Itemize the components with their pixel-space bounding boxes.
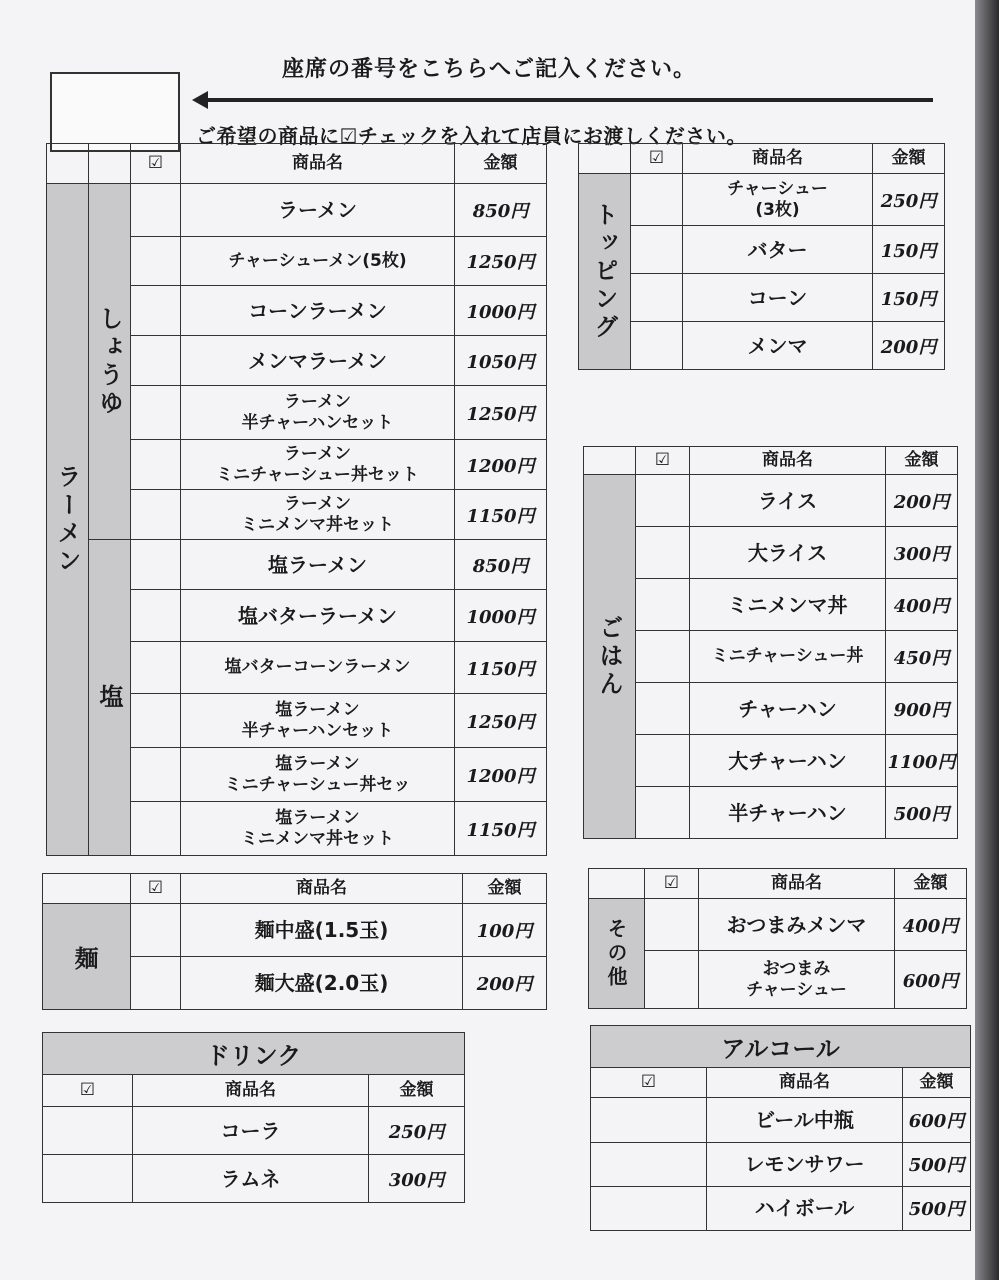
- checkbox[interactable]: [131, 590, 181, 642]
- noodle-category-cell: 麺: [43, 904, 131, 1010]
- menu-row: [591, 1098, 971, 1142]
- checkbox[interactable]: [591, 1098, 707, 1142]
- alcohol-table: [590, 1025, 971, 1231]
- item-name: 半チャーハン: [690, 787, 886, 839]
- header-row: [43, 1075, 465, 1107]
- item-price: 150円: [873, 226, 945, 274]
- rice-table: [583, 446, 958, 839]
- header-price: 金額: [873, 144, 945, 174]
- checkbox[interactable]: [131, 286, 181, 336]
- item-price: 100円: [463, 904, 547, 957]
- rice-label: ごはん: [595, 614, 623, 699]
- menu-row: [584, 683, 958, 735]
- menu-row: [584, 527, 958, 579]
- check-icon: ☑: [645, 869, 699, 899]
- item-name-line1: 塩ラーメン: [275, 700, 360, 721]
- checkbox[interactable]: [131, 540, 181, 590]
- checkbox[interactable]: [131, 957, 181, 1010]
- checkbox[interactable]: [131, 642, 181, 694]
- menu-row: [47, 540, 547, 590]
- shio-label: 塩: [95, 683, 123, 712]
- item-price: 500円: [903, 1142, 971, 1186]
- item-price: 1250円: [455, 386, 547, 440]
- checkbox[interactable]: [131, 440, 181, 490]
- item-name: レモンサワー: [707, 1142, 903, 1186]
- item-name: ハイボール: [707, 1186, 903, 1230]
- check-icon: ☑: [631, 144, 683, 174]
- item-name: 塩バターコーンラーメン: [181, 642, 455, 694]
- item-price: 1200円: [455, 440, 547, 490]
- header-row: [591, 1068, 971, 1098]
- other-category-cell: [589, 899, 645, 1009]
- item-price: 850円: [455, 540, 547, 590]
- header-row: [589, 869, 967, 899]
- item-name: おつまみメンマ: [699, 899, 895, 951]
- paper-edge-shadow: [975, 0, 999, 1280]
- checkbox[interactable]: [131, 184, 181, 237]
- title-row: [43, 1033, 465, 1075]
- header-name: 商品名: [699, 869, 895, 899]
- header-name: 商品名: [690, 447, 886, 475]
- item-name: ミニメンマ丼: [690, 579, 886, 631]
- item-name: [181, 802, 455, 856]
- drink-title: ドリンク: [43, 1033, 465, 1075]
- header-blank: [589, 869, 645, 899]
- item-name-line2: 半チャーハンセット: [241, 720, 394, 741]
- item-name: 大チャーハン: [690, 735, 886, 787]
- menu-row: [591, 1142, 971, 1186]
- checkbox[interactable]: [131, 490, 181, 540]
- item-name: コーンラーメン: [181, 286, 455, 336]
- ramen-category-label: ラーメン: [53, 463, 81, 576]
- item-price: 900円: [886, 683, 958, 735]
- shoyu-subcategory-cell: [89, 184, 131, 540]
- checkbox[interactable]: [636, 631, 690, 683]
- menu-row: [43, 904, 547, 957]
- ramen-category-cell: [47, 184, 89, 856]
- item-name-line1: ラーメン: [283, 494, 352, 515]
- checkbox[interactable]: [131, 237, 181, 286]
- checkbox[interactable]: [631, 322, 683, 370]
- other-label: その他: [604, 917, 628, 990]
- menu-row: [579, 226, 945, 274]
- menu-row: [584, 735, 958, 787]
- item-price: 200円: [463, 957, 547, 1010]
- menu-row: [589, 899, 967, 951]
- title-row: [591, 1026, 971, 1068]
- seat-instruction: 座席の番号をこちらへご記入ください。: [282, 57, 697, 82]
- item-name: コーラ: [133, 1107, 369, 1155]
- item-price: 200円: [873, 322, 945, 370]
- item-name: ライス: [690, 475, 886, 527]
- item-name: [683, 174, 873, 226]
- item-price: 1000円: [455, 286, 547, 336]
- checkbox[interactable]: [636, 787, 690, 839]
- header-name: 商品名: [133, 1075, 369, 1107]
- header-name: 商品名: [181, 874, 463, 904]
- menu-row: [591, 1186, 971, 1230]
- item-name: バター: [683, 226, 873, 274]
- item-name: メンマ: [683, 322, 873, 370]
- item-price: 1050円: [455, 336, 547, 386]
- checkbox[interactable]: [43, 1155, 133, 1203]
- header-blank: [89, 144, 131, 184]
- checkbox[interactable]: [636, 527, 690, 579]
- item-name: [181, 386, 455, 440]
- header-row: [584, 447, 958, 475]
- menu-row: [47, 184, 547, 237]
- other-table: [588, 868, 967, 1009]
- item-price: 1250円: [455, 694, 547, 748]
- checkbox[interactable]: [131, 802, 181, 856]
- item-name: チャーシューメン(5枚): [181, 237, 455, 286]
- check-icon: ☑: [43, 1075, 133, 1107]
- menu-row: [579, 322, 945, 370]
- item-name: 麺中盛(1.5玉): [181, 904, 463, 957]
- item-name-line2: チャーシュー: [746, 979, 847, 1000]
- checkbox[interactable]: [43, 1107, 133, 1155]
- checkbox[interactable]: [636, 735, 690, 787]
- item-name: ミニチャーシュー丼: [690, 631, 886, 683]
- item-name-line2: 半チャーハンセット: [241, 412, 394, 433]
- item-price: 400円: [886, 579, 958, 631]
- item-name: [181, 440, 455, 490]
- item-name: [699, 951, 895, 1009]
- noodle-table: [42, 873, 547, 1010]
- item-name: 塩バターラーメン: [181, 590, 455, 642]
- checkbox[interactable]: [636, 475, 690, 527]
- shio-subcategory-cell: [89, 540, 131, 856]
- item-price: 850円: [455, 184, 547, 237]
- item-name-line2: ミニチャーシュー丼セット: [216, 464, 419, 485]
- header-price: 金額: [369, 1075, 465, 1107]
- item-name: [181, 490, 455, 540]
- check-icon: ☑: [636, 447, 690, 475]
- check-icon: ☑: [131, 144, 181, 184]
- checkbox[interactable]: [591, 1186, 707, 1230]
- menu-row: [43, 1155, 465, 1203]
- shoyu-label: しょうゆ: [95, 305, 123, 418]
- item-price: 1100円: [886, 735, 958, 787]
- header-row: [43, 874, 547, 904]
- checkbox[interactable]: [631, 274, 683, 322]
- item-name-line2: ミニメンマ丼セット: [241, 828, 394, 849]
- item-name: 麺大盛(2.0玉): [181, 957, 463, 1010]
- item-name-line1: ラーメン: [283, 392, 352, 413]
- rice-category-cell: [584, 475, 636, 839]
- item-name: ラーメン: [181, 184, 455, 237]
- item-price: 200円: [886, 475, 958, 527]
- item-price: 1200円: [455, 748, 547, 802]
- checkbox[interactable]: [131, 386, 181, 440]
- checkbox[interactable]: [645, 899, 699, 951]
- item-price: 500円: [903, 1186, 971, 1230]
- header-blank: [43, 874, 131, 904]
- header-price: 金額: [903, 1068, 971, 1098]
- header-blank: [584, 447, 636, 475]
- menu-row: [579, 274, 945, 322]
- menu-row: [584, 475, 958, 527]
- checkbox[interactable]: [131, 904, 181, 957]
- item-name: ラムネ: [133, 1155, 369, 1203]
- item-price: 250円: [873, 174, 945, 226]
- checkbox[interactable]: [645, 951, 699, 1009]
- menu-row: [584, 787, 958, 839]
- header-price: 金額: [463, 874, 547, 904]
- header-name: 商品名: [181, 144, 455, 184]
- item-name: ビール中瓶: [707, 1098, 903, 1142]
- item-price: 300円: [886, 527, 958, 579]
- menu-row: [579, 174, 945, 226]
- item-name: コーン: [683, 274, 873, 322]
- item-price: 300円: [369, 1155, 465, 1203]
- order-instruction: ご希望の商品に☑チェックを入れて店員にお渡しください。: [196, 124, 747, 148]
- item-price: 150円: [873, 274, 945, 322]
- item-name-line1: おつまみ: [762, 959, 831, 980]
- topping-label: トッピング: [590, 201, 618, 342]
- menu-row: [584, 579, 958, 631]
- item-price: 400円: [895, 899, 967, 951]
- checkbox[interactable]: [631, 226, 683, 274]
- header-row: [47, 144, 547, 184]
- item-name: 大ライス: [690, 527, 886, 579]
- header-name: 商品名: [707, 1068, 903, 1098]
- header-blank: [579, 144, 631, 174]
- alcohol-title: アルコール: [591, 1026, 971, 1068]
- topping-category-cell: [579, 174, 631, 370]
- item-price: 1250円: [455, 237, 547, 286]
- item-name: 塩ラーメン: [181, 540, 455, 590]
- item-name: [181, 748, 455, 802]
- item-price: 1150円: [455, 490, 547, 540]
- item-name: [181, 694, 455, 748]
- seat-number-box[interactable]: [50, 72, 180, 152]
- item-price: 500円: [886, 787, 958, 839]
- header-price: 金額: [895, 869, 967, 899]
- header-name: 商品名: [683, 144, 873, 174]
- item-price: 1150円: [455, 642, 547, 694]
- item-price: 600円: [895, 951, 967, 1009]
- item-name: チャーハン: [690, 683, 886, 735]
- checkbox[interactable]: [591, 1142, 707, 1186]
- item-name-line2: ミニメンマ丼セット: [241, 514, 394, 535]
- item-price: 1000円: [455, 590, 547, 642]
- item-name: メンマラーメン: [181, 336, 455, 386]
- checkbox[interactable]: [131, 336, 181, 386]
- arrow-line: [205, 98, 933, 102]
- item-price: 450円: [886, 631, 958, 683]
- menu-row: [43, 1107, 465, 1155]
- header-row: [579, 144, 945, 174]
- header-blank: [47, 144, 89, 184]
- item-name-line2: (3枚): [755, 199, 800, 220]
- menu-row: [584, 631, 958, 683]
- check-icon: ☑: [591, 1068, 707, 1098]
- item-name-line1: チャーシュー: [727, 179, 828, 200]
- item-name-line1: ラーメン: [283, 444, 352, 465]
- header-price: 金額: [886, 447, 958, 475]
- checkbox[interactable]: [131, 748, 181, 802]
- item-name-line2: ミニチャーシュー丼セッ: [224, 774, 411, 795]
- ramen-table: [46, 143, 547, 856]
- menu-row: [589, 951, 967, 1009]
- item-name-line1: 塩ラーメン: [275, 754, 360, 775]
- header-price: 金額: [455, 144, 547, 184]
- topping-table: [578, 143, 945, 370]
- checkbox[interactable]: [131, 694, 181, 748]
- checkbox[interactable]: [636, 579, 690, 631]
- check-icon: ☑: [131, 874, 181, 904]
- checkbox[interactable]: [636, 683, 690, 735]
- item-name-line1: 塩ラーメン: [275, 808, 360, 829]
- item-price: 600円: [903, 1098, 971, 1142]
- item-price: 1150円: [455, 802, 547, 856]
- drink-table: [42, 1032, 465, 1203]
- checkbox[interactable]: [631, 174, 683, 226]
- left-arrow-icon: [192, 91, 208, 109]
- item-price: 250円: [369, 1107, 465, 1155]
